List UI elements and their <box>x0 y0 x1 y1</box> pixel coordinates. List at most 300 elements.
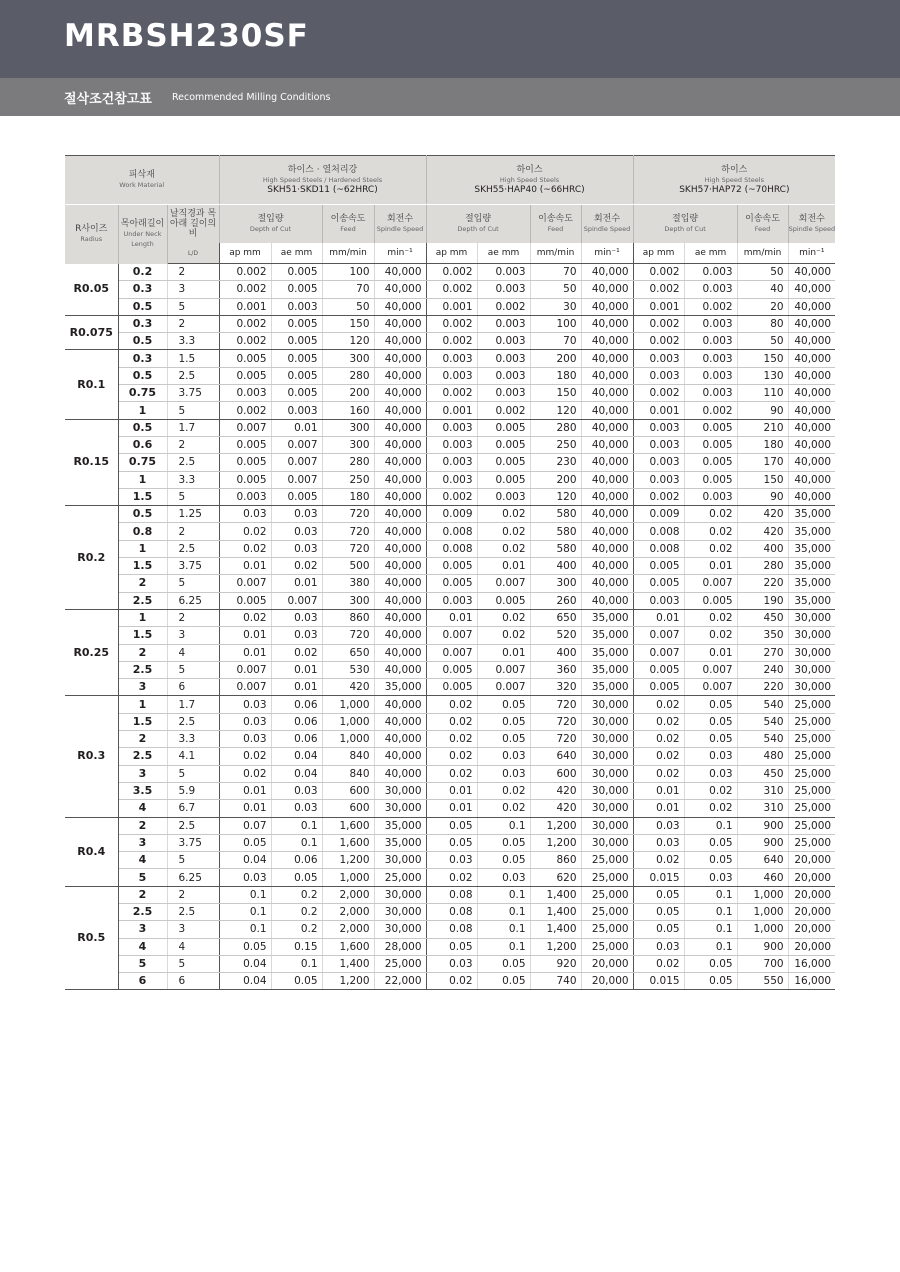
table-row <box>65 644 835 661</box>
neck-length-cell: 0.5 <box>118 333 167 350</box>
ld-ratio-cell: 5 <box>167 955 219 972</box>
ap-cell: 0.03 <box>219 731 271 748</box>
ap-cell: 0.005 <box>633 679 684 696</box>
spindle-cell: 40,000 <box>374 315 426 332</box>
spindle-cell: 30,000 <box>581 731 633 748</box>
ae-cell: 0.03 <box>477 869 530 886</box>
table-row <box>65 869 835 886</box>
ae-cell: 0.02 <box>477 800 530 817</box>
spindle-cell: 40,000 <box>788 315 835 332</box>
ld-ratio-cell: 6 <box>167 679 219 696</box>
feed-header-2: 이송속도 Feed <box>530 205 581 244</box>
spindle-cell: 20,000 <box>788 886 835 903</box>
spindle-cell: 35,000 <box>374 817 426 834</box>
feed-cell: 550 <box>737 973 788 990</box>
ap-cell: 0.02 <box>219 765 271 782</box>
spindle-cell: 40,000 <box>581 592 633 609</box>
ae-cell: 0.003 <box>684 385 737 402</box>
ap-cell: 0.002 <box>633 281 684 298</box>
neck-length-cell: 2 <box>118 886 167 903</box>
ae-cell: 0.003 <box>477 264 530 281</box>
ap-cell: 0.1 <box>219 921 271 938</box>
ap-cell: 0.002 <box>219 333 271 350</box>
table-row <box>65 955 835 972</box>
feed-cell: 280 <box>322 454 374 471</box>
neck-length-cell: 5 <box>118 869 167 886</box>
group-header-2: 하이스 High Speed Steels SKH55·HAP40 (~66HRC) <box>426 156 633 205</box>
table-row <box>65 627 835 644</box>
ap-cell: 0.02 <box>426 765 477 782</box>
ap-cell: 0.03 <box>219 713 271 730</box>
ap-cell: 0.01 <box>426 782 477 799</box>
ap-cell: 0.009 <box>426 506 477 523</box>
spindle-cell: 35,000 <box>581 627 633 644</box>
spindle-cell: 16,000 <box>788 955 835 972</box>
ld-ratio-cell: 5 <box>167 402 219 419</box>
ap-cell: 0.03 <box>426 955 477 972</box>
spindle-cell: 25,000 <box>788 731 835 748</box>
spindle-cell: 40,000 <box>581 385 633 402</box>
spindle-cell: 30,000 <box>374 903 426 920</box>
neck-length-cell: 2 <box>118 817 167 834</box>
spindle-cell: 30,000 <box>374 782 426 799</box>
unit-feed: mm/min <box>322 243 374 264</box>
ld-ratio-cell: 3 <box>167 281 219 298</box>
ap-cell: 0.05 <box>633 921 684 938</box>
ap-cell: 0.003 <box>426 419 477 436</box>
ae-cell: 0.003 <box>477 367 530 384</box>
ap-cell: 0.1 <box>219 886 271 903</box>
spindle-cell: 35,000 <box>581 679 633 696</box>
unit-ae: ae mm <box>684 243 737 264</box>
radius-cell: R0.15 <box>65 419 118 505</box>
spindle-cell: 40,000 <box>581 402 633 419</box>
neck-length-cell: 0.75 <box>118 385 167 402</box>
ae-cell: 0.05 <box>684 973 737 990</box>
ld-ratio-header: 날직경과 목아래 길이의 비 <box>167 205 219 244</box>
ld-ratio-cell: 3.75 <box>167 558 219 575</box>
feed-cell: 450 <box>737 765 788 782</box>
neck-length-cell: 1.5 <box>118 627 167 644</box>
neck-length-cell: 1 <box>118 696 167 713</box>
ap-cell: 0.002 <box>633 333 684 350</box>
feed-cell: 120 <box>322 333 374 350</box>
ae-cell: 0.005 <box>271 315 322 332</box>
ae-cell: 0.1 <box>271 834 322 851</box>
spindle-cell: 30,000 <box>581 696 633 713</box>
spindle-cell: 30,000 <box>581 800 633 817</box>
spindle-cell: 40,000 <box>374 471 426 488</box>
ap-cell: 0.007 <box>219 661 271 678</box>
neck-length-cell: 3 <box>118 834 167 851</box>
spindle-cell: 20,000 <box>581 955 633 972</box>
table-row <box>65 281 835 298</box>
ld-ratio-cell: 3.3 <box>167 471 219 488</box>
ld-ratio-cell: 3 <box>167 627 219 644</box>
table-row <box>65 540 835 557</box>
feed-cell: 420 <box>737 523 788 540</box>
ld-ratio-cell: 4 <box>167 644 219 661</box>
ap-cell: 0.002 <box>426 488 477 505</box>
ld-ratio-cell: 5.9 <box>167 782 219 799</box>
ap-cell: 0.02 <box>426 713 477 730</box>
ap-cell: 0.01 <box>219 800 271 817</box>
ap-cell: 0.05 <box>426 834 477 851</box>
ae-cell: 0.05 <box>684 696 737 713</box>
ap-cell: 0.005 <box>219 350 271 367</box>
neck-length-cell: 0.5 <box>118 367 167 384</box>
feed-cell: 350 <box>737 627 788 644</box>
spindle-cell: 40,000 <box>374 333 426 350</box>
ap-cell: 0.01 <box>219 782 271 799</box>
ap-cell: 0.02 <box>633 765 684 782</box>
ae-cell: 0.003 <box>684 281 737 298</box>
feed-cell: 540 <box>737 731 788 748</box>
table-row <box>65 471 835 488</box>
ae-cell: 0.1 <box>684 903 737 920</box>
ae-cell: 0.1 <box>477 921 530 938</box>
spindle-cell: 25,000 <box>581 938 633 955</box>
spindle-cell: 25,000 <box>788 765 835 782</box>
feed-cell: 150 <box>530 385 581 402</box>
feed-cell: 720 <box>530 713 581 730</box>
subtitle-korean: 절삭조건참고표 <box>64 92 152 107</box>
table-row <box>65 938 835 955</box>
feed-cell: 860 <box>530 852 581 869</box>
neck-length-cell: 2 <box>118 575 167 592</box>
ae-cell: 0.1 <box>477 817 530 834</box>
ae-cell: 0.003 <box>684 333 737 350</box>
ap-cell: 0.02 <box>426 748 477 765</box>
ae-cell: 0.03 <box>271 523 322 540</box>
feed-cell: 380 <box>322 575 374 592</box>
ap-cell: 0.001 <box>633 298 684 315</box>
ld-ratio-cell: 5 <box>167 575 219 592</box>
ae-cell: 0.02 <box>684 609 737 626</box>
group-header-3: 하이스 High Speed Steels SKH57·HAP72 (~70HRC) <box>633 156 835 205</box>
feed-cell: 90 <box>737 402 788 419</box>
ae-cell: 0.02 <box>684 506 737 523</box>
ap-cell: 0.05 <box>633 903 684 920</box>
feed-cell: 420 <box>530 782 581 799</box>
ap-cell: 0.002 <box>219 281 271 298</box>
spindle-cell: 30,000 <box>581 782 633 799</box>
feed-cell: 40 <box>737 281 788 298</box>
spindle-header-1: 회전수 Spindle Speed <box>374 205 426 244</box>
ap-cell: 0.003 <box>426 454 477 471</box>
feed-header-1: 이송속도 Feed <box>322 205 374 244</box>
feed-cell: 740 <box>530 973 581 990</box>
ap-cell: 0.07 <box>219 817 271 834</box>
spindle-cell: 20,000 <box>581 973 633 990</box>
spindle-cell: 40,000 <box>374 264 426 281</box>
ae-cell: 0.002 <box>684 402 737 419</box>
neck-length-cell: 0.6 <box>118 436 167 453</box>
feed-cell: 840 <box>322 765 374 782</box>
feed-cell: 1,600 <box>322 834 374 851</box>
ap-cell: 0.08 <box>426 903 477 920</box>
spindle-cell: 40,000 <box>788 385 835 402</box>
feed-cell: 420 <box>737 506 788 523</box>
ae-cell: 0.01 <box>684 558 737 575</box>
ap-cell: 0.1 <box>219 903 271 920</box>
ap-cell: 0.05 <box>219 938 271 955</box>
feed-cell: 600 <box>322 782 374 799</box>
feed-cell: 400 <box>530 644 581 661</box>
spindle-cell: 40,000 <box>581 540 633 557</box>
ld-ratio-cell: 5 <box>167 298 219 315</box>
ae-cell: 0.05 <box>271 869 322 886</box>
ap-cell: 0.002 <box>219 264 271 281</box>
spindle-cell: 40,000 <box>788 264 835 281</box>
ap-cell: 0.03 <box>219 696 271 713</box>
feed-cell: 1,200 <box>530 834 581 851</box>
table-row <box>65 800 835 817</box>
spindle-cell: 20,000 <box>788 903 835 920</box>
unit-spindle: min⁻¹ <box>581 243 633 264</box>
spindle-cell: 30,000 <box>788 661 835 678</box>
spindle-cell: 40,000 <box>374 661 426 678</box>
ae-cell: 0.005 <box>477 592 530 609</box>
spindle-cell: 40,000 <box>374 436 426 453</box>
ap-cell: 0.007 <box>633 644 684 661</box>
ap-cell: 0.007 <box>633 627 684 644</box>
feed-cell: 640 <box>737 852 788 869</box>
spindle-cell: 20,000 <box>788 938 835 955</box>
spindle-cell: 30,000 <box>581 713 633 730</box>
ap-cell: 0.001 <box>219 298 271 315</box>
ae-cell: 0.007 <box>271 454 322 471</box>
spindle-cell: 25,000 <box>581 852 633 869</box>
ap-cell: 0.002 <box>219 315 271 332</box>
milling-conditions-table <box>65 155 835 990</box>
ae-cell: 0.005 <box>271 281 322 298</box>
spindle-cell: 40,000 <box>788 367 835 384</box>
spindle-cell: 35,000 <box>581 609 633 626</box>
spindle-cell: 40,000 <box>581 575 633 592</box>
ae-cell: 0.03 <box>477 748 530 765</box>
ap-cell: 0.001 <box>633 402 684 419</box>
ap-cell: 0.02 <box>426 869 477 886</box>
neck-length-cell: 1.5 <box>118 488 167 505</box>
feed-cell: 600 <box>530 765 581 782</box>
spindle-cell: 30,000 <box>374 800 426 817</box>
table-row <box>65 748 835 765</box>
spindle-cell: 40,000 <box>788 402 835 419</box>
table-row <box>65 454 835 471</box>
ap-cell: 0.01 <box>426 800 477 817</box>
feed-cell: 1,400 <box>322 955 374 972</box>
ae-cell: 0.06 <box>271 852 322 869</box>
ap-cell: 0.003 <box>633 592 684 609</box>
ae-cell: 0.003 <box>477 488 530 505</box>
table-row <box>65 973 835 990</box>
ae-cell: 0.1 <box>684 938 737 955</box>
table-row <box>65 592 835 609</box>
feed-cell: 520 <box>530 627 581 644</box>
ap-cell: 0.009 <box>633 506 684 523</box>
feed-cell: 70 <box>530 333 581 350</box>
ap-cell: 0.002 <box>426 315 477 332</box>
feed-cell: 110 <box>737 385 788 402</box>
table-row <box>65 558 835 575</box>
radius-cell: R0.5 <box>65 886 118 990</box>
ae-cell: 0.1 <box>684 817 737 834</box>
ap-cell: 0.01 <box>633 782 684 799</box>
ap-cell: 0.02 <box>426 731 477 748</box>
ap-cell: 0.002 <box>426 385 477 402</box>
feed-cell: 120 <box>530 488 581 505</box>
ap-cell: 0.005 <box>426 558 477 575</box>
feed-cell: 920 <box>530 955 581 972</box>
feed-cell: 1,000 <box>322 713 374 730</box>
ap-cell: 0.007 <box>219 679 271 696</box>
spindle-cell: 35,000 <box>788 523 835 540</box>
spindle-cell: 35,000 <box>788 558 835 575</box>
ap-cell: 0.03 <box>219 506 271 523</box>
unit-spindle: min⁻¹ <box>788 243 835 264</box>
spindle-cell: 40,000 <box>374 298 426 315</box>
feed-cell: 720 <box>530 731 581 748</box>
radius-cell: R0.25 <box>65 609 118 695</box>
table-row <box>65 817 835 834</box>
spindle-cell: 40,000 <box>374 627 426 644</box>
feed-header-3: 이송속도 Feed <box>737 205 788 244</box>
neck-length-cell: 3 <box>118 679 167 696</box>
table-row <box>65 782 835 799</box>
radius-cell: R0.1 <box>65 350 118 419</box>
ap-cell: 0.03 <box>633 938 684 955</box>
table-row <box>65 834 835 851</box>
unit-ap: ap mm <box>633 243 684 264</box>
ae-cell: 0.01 <box>271 661 322 678</box>
spindle-cell: 40,000 <box>788 471 835 488</box>
ap-cell: 0.002 <box>633 488 684 505</box>
spindle-cell: 35,000 <box>581 661 633 678</box>
neck-length-cell: 3 <box>118 921 167 938</box>
table-body <box>65 264 835 990</box>
ae-cell: 0.1 <box>477 938 530 955</box>
feed-cell: 270 <box>737 644 788 661</box>
radius-cell: R0.075 <box>65 315 118 350</box>
spindle-cell: 40,000 <box>374 281 426 298</box>
feed-cell: 900 <box>737 938 788 955</box>
ae-cell: 0.003 <box>271 298 322 315</box>
feed-cell: 240 <box>737 661 788 678</box>
spindle-cell: 40,000 <box>374 402 426 419</box>
feed-cell: 70 <box>322 281 374 298</box>
feed-cell: 220 <box>737 679 788 696</box>
ap-cell: 0.008 <box>633 523 684 540</box>
feed-cell: 100 <box>530 315 581 332</box>
neck-length-cell: 4 <box>118 800 167 817</box>
spindle-cell: 35,000 <box>788 506 835 523</box>
feed-cell: 600 <box>322 800 374 817</box>
ap-cell: 0.008 <box>633 540 684 557</box>
ld-ratio-cell: 3.75 <box>167 385 219 402</box>
feed-cell: 650 <box>322 644 374 661</box>
ap-cell: 0.01 <box>426 609 477 626</box>
table-row <box>65 575 835 592</box>
spindle-cell: 40,000 <box>374 367 426 384</box>
ae-cell: 0.1 <box>271 817 322 834</box>
ae-cell: 0.03 <box>684 748 737 765</box>
feed-cell: 310 <box>737 782 788 799</box>
ae-cell: 0.003 <box>684 315 737 332</box>
neck-length-cell: 1 <box>118 471 167 488</box>
work-material-header: 피삭재 Work Material <box>65 156 219 205</box>
feed-cell: 150 <box>737 350 788 367</box>
neck-length-cell: 5 <box>118 955 167 972</box>
spindle-cell: 25,000 <box>788 696 835 713</box>
subtitle-bar <box>0 78 900 116</box>
spindle-cell: 40,000 <box>374 454 426 471</box>
ae-cell: 0.03 <box>271 609 322 626</box>
feed-cell: 860 <box>322 609 374 626</box>
feed-cell: 700 <box>737 955 788 972</box>
feed-cell: 150 <box>737 471 788 488</box>
ld-ratio-cell: 2.5 <box>167 454 219 471</box>
feed-cell: 1,600 <box>322 817 374 834</box>
feed-cell: 20 <box>737 298 788 315</box>
ld-ratio-cell: 2 <box>167 609 219 626</box>
ap-cell: 0.02 <box>633 713 684 730</box>
spindle-cell: 40,000 <box>788 419 835 436</box>
spindle-cell: 40,000 <box>581 419 633 436</box>
feed-cell: 180 <box>322 488 374 505</box>
feed-cell: 1,400 <box>530 921 581 938</box>
spindle-cell: 25,000 <box>374 955 426 972</box>
feed-cell: 360 <box>530 661 581 678</box>
feed-cell: 2,000 <box>322 886 374 903</box>
feed-cell: 250 <box>530 436 581 453</box>
spindle-header-3: 회전수 Spindle Speed <box>788 205 835 244</box>
spindle-cell: 40,000 <box>374 575 426 592</box>
radius-cell: R0.4 <box>65 817 118 886</box>
spindle-cell: 40,000 <box>581 523 633 540</box>
feed-cell: 50 <box>737 333 788 350</box>
spindle-cell: 40,000 <box>581 506 633 523</box>
ld-ratio-cell: 1.25 <box>167 506 219 523</box>
ap-cell: 0.05 <box>219 834 271 851</box>
ld-ratio-cell: 2.5 <box>167 817 219 834</box>
spindle-cell: 40,000 <box>374 713 426 730</box>
feed-cell: 250 <box>322 471 374 488</box>
ae-cell: 0.005 <box>271 385 322 402</box>
feed-cell: 280 <box>737 558 788 575</box>
ld-ratio-cell: 3.75 <box>167 834 219 851</box>
spindle-cell: 30,000 <box>374 886 426 903</box>
feed-cell: 230 <box>530 454 581 471</box>
spindle-cell: 40,000 <box>374 644 426 661</box>
spindle-cell: 40,000 <box>581 333 633 350</box>
feed-cell: 190 <box>737 592 788 609</box>
ap-cell: 0.005 <box>219 471 271 488</box>
feed-cell: 2,000 <box>322 921 374 938</box>
ae-cell: 0.05 <box>684 713 737 730</box>
ae-cell: 0.002 <box>477 402 530 419</box>
unit-ae: ae mm <box>477 243 530 264</box>
table-row <box>65 609 835 626</box>
feed-cell: 1,000 <box>737 921 788 938</box>
spindle-cell: 40,000 <box>374 523 426 540</box>
ae-cell: 0.02 <box>477 523 530 540</box>
ae-cell: 0.05 <box>684 852 737 869</box>
spindle-cell: 20,000 <box>788 869 835 886</box>
ae-cell: 0.02 <box>684 800 737 817</box>
ae-cell: 0.06 <box>271 731 322 748</box>
ap-cell: 0.01 <box>219 558 271 575</box>
